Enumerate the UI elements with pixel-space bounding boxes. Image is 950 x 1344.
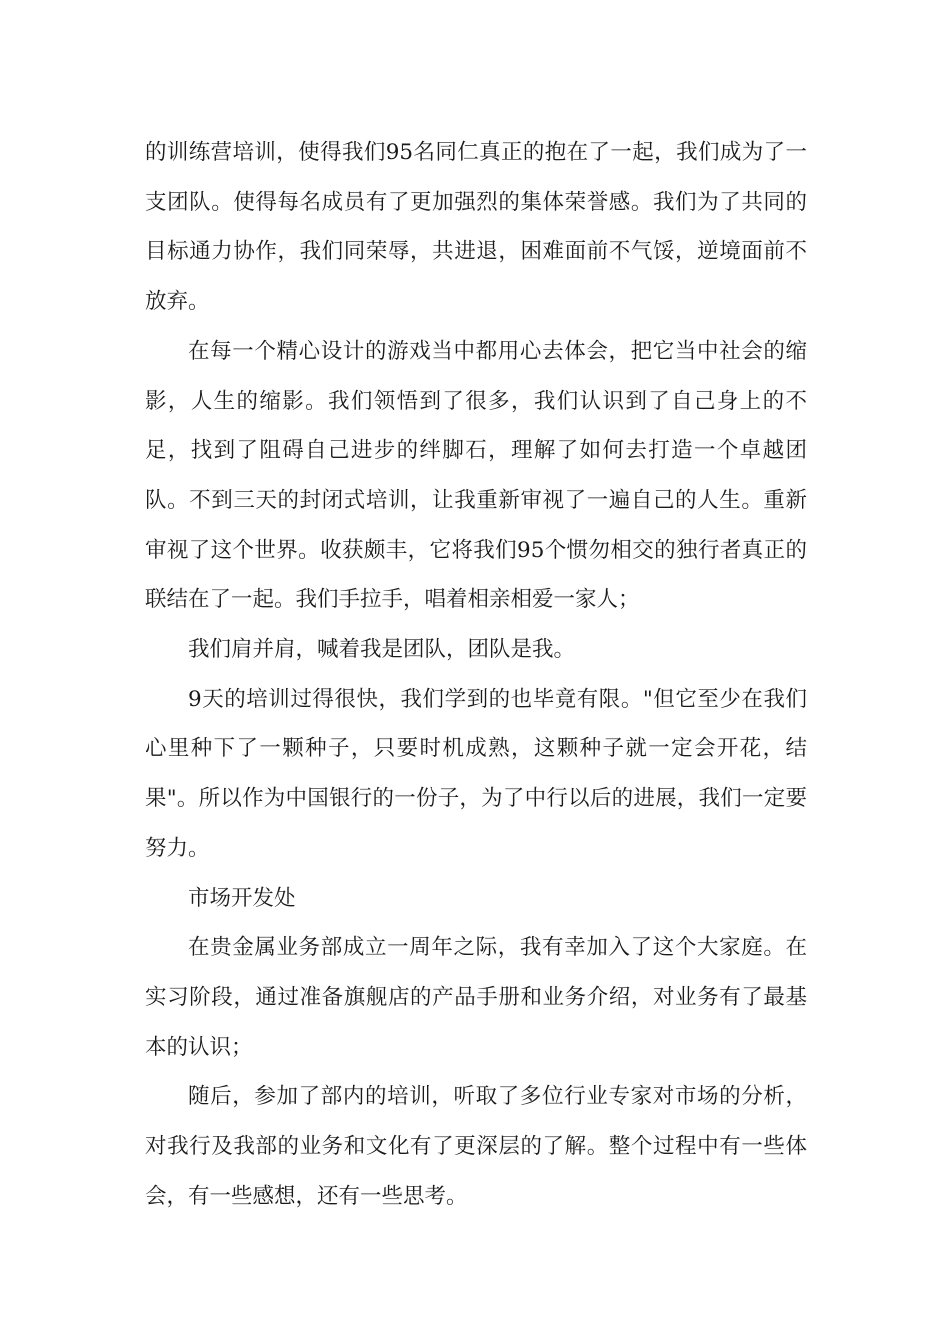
paragraph-5: 在贵金属业务部成立一周年之际，我有幸加入了这个大家庭。在实习阶段，通过准备旗舰店的产品手册和业务介绍，对业务有了最基本的认识； [145,935,807,1060]
body-text [145,128,807,1221]
paragraph-4: 9天的培训过得很快，我们学到的也毕竟有限。"但它至少在我们心里种下了一颗种子，只要时机成熟，这颗种子就一定会开花，结果"。所以作为中国银行的一份子，为了中行以后的进展，我们一定要努力。 [145,686,807,861]
paragraph-3: 我们肩并肩，喊着我是团队，团队是我。 [188,637,576,663]
paragraph-2: 在每一个精心设计的游戏当中都用心去体会，把它当中社会的缩影，人生的缩影。我们领悟到了很多，我们认识到了自己身上的不足，找到了阻碍自己进步的绊脚石，理解了如何去打造一个卓越团队。不到三天的封闭式培训，让我重新审视了一遍自己的人生。重新审视了这个世界。收获颇丰，它将我们95个惯勿相交的独行者真正的联结在了一起。我们手拉手，唱着相亲相爱一家人； [145,338,807,613]
paragraph-1: 的训练营培训，使得我们95名同仁真正的抱在了一起，我们成为了一支团队。使得每名成员有了更加强烈的集体荣誉感。我们为了共同的目标通力协作，我们同荣辱，共进退，困难面前不气馁，逆境面前不放弃。 [145,140,807,315]
paragraph-6: 随后，参加了部内的培训，听取了多位行业专家对市场的分析，对我行及我部的业务和文化有了更深层的了解。整个过程中有一些体会，有一些感想，还有一些思考。 [145,1084,807,1209]
section-heading: 市场开发处 [188,885,296,911]
